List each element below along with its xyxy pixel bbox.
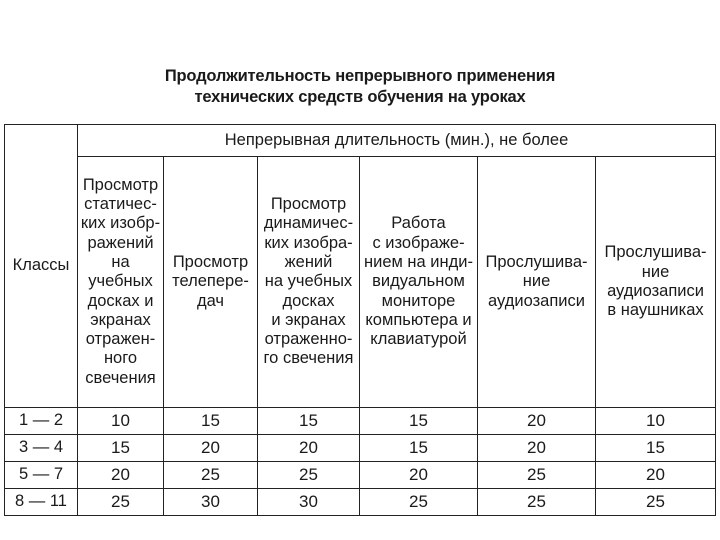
column-header-line: ких изобра-: [264, 233, 353, 252]
column-header: [78, 157, 164, 408]
column-header-line: Просмотр: [82, 175, 159, 194]
class-cell: 8 — 11: [5, 488, 78, 515]
value-cell: 20: [478, 407, 596, 434]
table-row: [5, 434, 716, 461]
value-cell: 15: [258, 407, 360, 434]
column-header-line: аудиозаписи: [607, 281, 704, 300]
value-cell: 25: [478, 461, 596, 488]
column-header: [164, 157, 258, 408]
column-header-line: Просмотр: [270, 195, 347, 214]
header-row-1: [5, 125, 716, 157]
column-header-line: учебных: [88, 272, 153, 291]
column-header-line: ние: [522, 272, 551, 291]
class-cell: 5 — 7: [5, 461, 78, 488]
value-cell: 15: [164, 407, 258, 434]
value-cell: 20: [258, 434, 360, 461]
column-header-line: го свечения: [263, 349, 354, 368]
title-line-2: технических средств обучения на уроках: [194, 88, 526, 106]
column-header-line: свечения: [85, 368, 156, 387]
column-header-line: экранах: [90, 310, 151, 329]
column-header-line: Прослушива-: [485, 252, 588, 271]
value-cell: 15: [360, 407, 478, 434]
column-header-line: ного: [103, 349, 138, 368]
column-header: [478, 157, 596, 408]
column-header-line: клавиатурой: [370, 330, 467, 349]
value-cell: 15: [596, 434, 716, 461]
column-header-line: и экранах: [271, 310, 346, 329]
class-cell: 1 — 2: [5, 407, 78, 434]
duration-table: [4, 124, 716, 516]
column-header-line: Просмотр: [172, 252, 249, 271]
value-cell: 10: [596, 407, 716, 434]
title-line-1: Продолжительность непрерывного применения: [164, 67, 556, 85]
column-header-line: отраженно-: [264, 330, 353, 349]
column-header-line: жений: [284, 252, 333, 271]
column-header: [360, 157, 478, 408]
class-cell: 3 — 4: [5, 434, 78, 461]
column-header-line: Прослушива-: [604, 243, 707, 262]
column-header-line: ких изобр-: [80, 214, 161, 233]
value-cell: 20: [78, 461, 164, 488]
column-header: [258, 157, 360, 408]
value-cell: 20: [596, 461, 716, 488]
value-cell: 25: [478, 488, 596, 515]
table-title: [0, 66, 720, 108]
value-cell: 10: [78, 407, 164, 434]
column-header-line: на учебных: [264, 272, 353, 291]
table-row: [5, 407, 716, 434]
column-header-line: телепере-: [172, 272, 249, 291]
column-header-line: Работа: [391, 214, 446, 233]
value-cell: 25: [78, 488, 164, 515]
column-header-line: досках и: [87, 291, 154, 310]
column-header-line: ние: [641, 262, 670, 281]
value-cell: 15: [78, 434, 164, 461]
column-header-line: компьютера и: [365, 310, 472, 329]
value-cell: 20: [164, 434, 258, 461]
column-header-line: ражений: [87, 233, 154, 252]
value-cell: 20: [478, 434, 596, 461]
column-header-line: с изображе-: [372, 233, 465, 252]
value-cell: 25: [596, 488, 716, 515]
column-header-line: аудиозаписи: [488, 291, 585, 310]
value-cell: 15: [360, 434, 478, 461]
classes-header: Классы: [5, 125, 78, 408]
table-row: [5, 461, 716, 488]
table-row: [5, 488, 716, 515]
group-header: Непрерывная длительность (мин.), не более: [78, 125, 716, 157]
column-header-line: дач: [196, 291, 225, 310]
value-cell: 25: [164, 461, 258, 488]
value-cell: 30: [258, 488, 360, 515]
column-header-line: в наушниках: [607, 301, 704, 320]
column-header-line: мониторе: [381, 291, 456, 310]
column-header: [596, 157, 716, 408]
column-header-line: видуальном: [372, 272, 465, 291]
header-row-2: [5, 157, 716, 408]
column-header-line: досках: [282, 291, 335, 310]
value-cell: 25: [360, 488, 478, 515]
column-header-line: нием на инди-: [364, 252, 473, 271]
value-cell: 30: [164, 488, 258, 515]
column-header-line: динамичес-: [263, 214, 354, 233]
value-cell: 20: [360, 461, 478, 488]
column-header-line: статичес-: [84, 195, 157, 214]
value-cell: 25: [258, 461, 360, 488]
column-header-line: на: [111, 252, 130, 271]
column-header-line: отражен-: [85, 330, 156, 349]
